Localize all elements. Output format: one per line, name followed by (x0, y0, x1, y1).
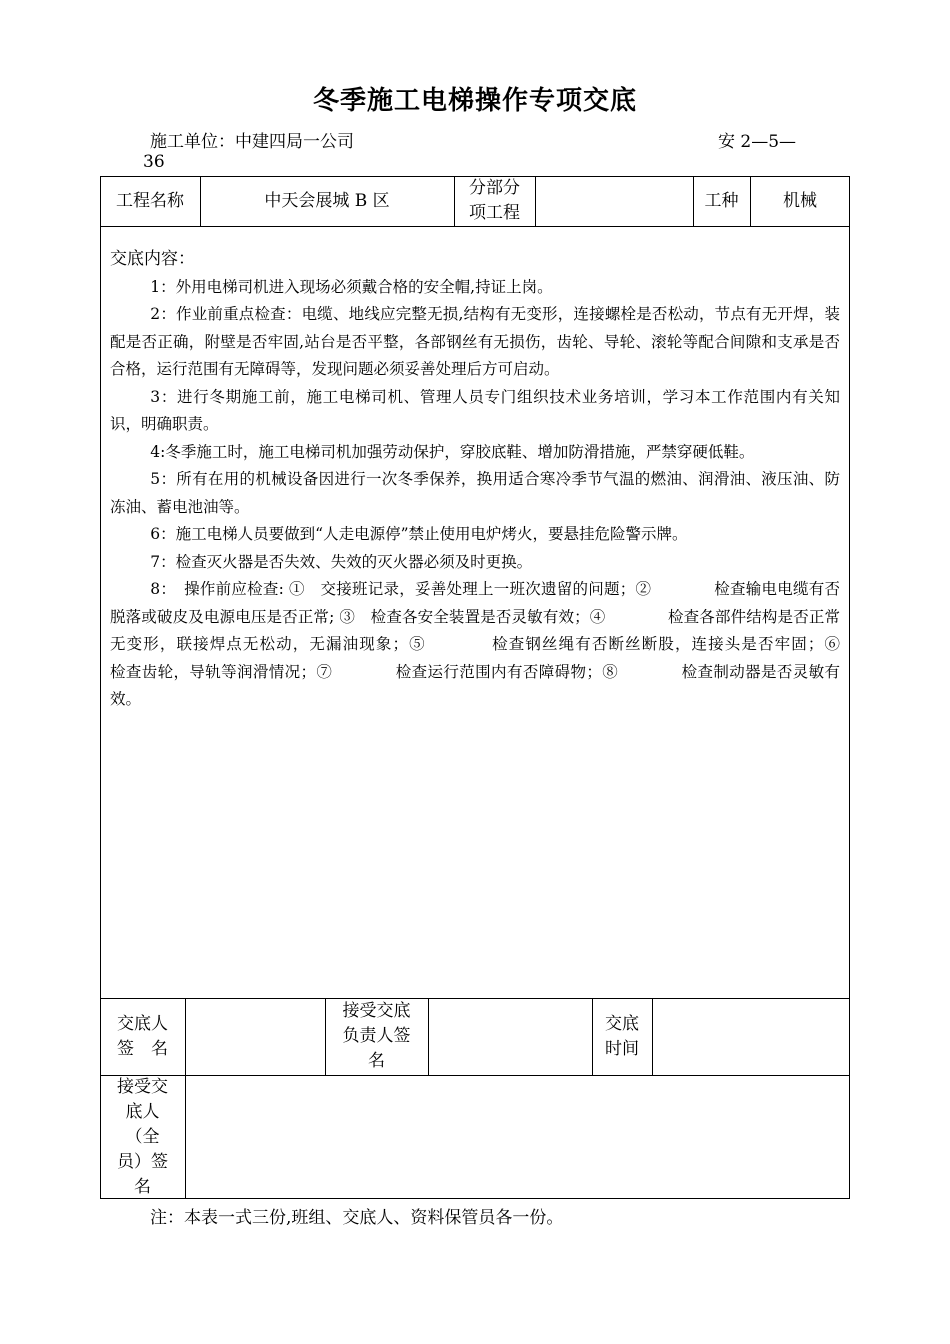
time-label-line1: 交底 (605, 1013, 639, 1034)
receiver-head-label-line2: 负责人签 (342, 1026, 411, 1046)
project-name-label-text: 工程名称 (116, 190, 184, 211)
all-receivers-signature-label (100, 1075, 185, 1199)
content-item-2: 2：作业前重点检查：电缆、地线应完整无损,结构有无变形，连接螺栓是否松动，节点有无开焊，装配是否正确，附壁是否牢固,站台是否平整，各部钢丝有无损伤，齿轮、导轮、滚轮等配合间隙和支承是否合格，运行范围有无障碍等，发现问题必须妥善处理后方可启动。 (110, 305, 840, 378)
time-label-line2: 时间 (605, 1038, 639, 1059)
work-type-label (693, 176, 750, 226)
construction-unit: 施工单位：中建四局一公司 (150, 132, 354, 152)
content-item-6: 6：施工电梯人员要做到“人走电源停”禁止使用电炉烤火，要悬挂危险警示牌。 (150, 525, 688, 543)
subproject-label-line2: 项工程 (469, 203, 520, 223)
all-receivers-label-line3: （全 (125, 1126, 160, 1147)
project-name-field[interactable] (200, 176, 454, 226)
disclosure-time-field[interactable] (652, 998, 850, 1075)
discloser-signature-field[interactable] (185, 998, 325, 1075)
discloser-label-line2: 签 名 (117, 1038, 168, 1059)
disclosure-content (110, 246, 903, 714)
content-item-3: 3：进行冬期施工前，施工电梯司机、管理人员专门组织技术业务培训，学习本工作范围内有关知识，明确职责。 (110, 387, 840, 433)
footnote: 注：本表一式三份,班组、交底人、资料保管员各一份。 (150, 1208, 564, 1228)
receiver-head-signature-field[interactable] (428, 998, 592, 1075)
content-item-7: 7：检查灭火器是否失效、失效的灭火器必须及时更换。 (150, 552, 533, 571)
content-item-1: 1：外用电梯司机进入现场必须戴合格的安全帽,持证上岗。 (150, 277, 553, 296)
document-number-continued: 36 (143, 152, 165, 172)
row-divider (100, 226, 850, 227)
all-receivers-label-line4: 员）签 (117, 1151, 168, 1172)
content-item-5: 5：所有在用的机械设备因进行一次冬季保养，换用适合寒冷季节气温的燃油、润滑油、液压油、防冻油、蓄电池油等。 (110, 470, 840, 516)
project-name-label (100, 176, 200, 226)
document-title: 冬季施工电梯操作专项交底 (312, 86, 637, 116)
all-receivers-label-line2: 底人 (125, 1101, 160, 1122)
all-receivers-label-line1: 接受交 (117, 1076, 168, 1097)
content-item-8: 8： 操作前应检查: ① 交接班记录，妥善处理上一班次遗留的问题；② 检查输电电缆有否脱落或破皮及电源电压是否正常; ③ 检查各安全装置是否灵敏有效；④ 检查各部件结构是否正常无变形，联接焊点无松动，无漏油现象；⑤ 检查钢丝绳有否断丝断股，连接头是否牢固；⑥ 检查齿轮，导轨等润滑情况；⑦ 检查运行范围内有否障碍物；⑧ 检查制动器是否灵敏有效。 (110, 580, 903, 708)
subproject-label-line1: 分部分 (469, 178, 520, 198)
disclosure-time-label (592, 998, 652, 1075)
all-receivers-label-line5: 名 (134, 1176, 151, 1197)
subproject-field[interactable] (535, 176, 693, 226)
discloser-signature-label (100, 998, 185, 1075)
work-type-value: 机械 (783, 190, 817, 211)
content-item-4: 4:冬季施工时，施工电梯司机加强劳动保护，穿胶底鞋、增加防滑措施，严禁穿硬低鞋。 (150, 442, 755, 461)
receiver-head-signature-label (325, 998, 428, 1075)
work-type-field[interactable] (750, 176, 850, 226)
discloser-label-line1: 交底人 (117, 1013, 168, 1034)
project-name-value: 中天会展城 B 区 (264, 190, 390, 211)
content-heading: 交底内容： (110, 249, 195, 269)
subproject-label (454, 176, 535, 226)
receiver-head-label-line3: 名 (368, 1051, 385, 1071)
all-receivers-signature-field[interactable] (185, 1075, 850, 1199)
receiver-head-label-line1: 接受交底 (342, 1001, 411, 1021)
document-number: 安 2—5— (718, 132, 797, 152)
work-type-label-text: 工种 (704, 190, 739, 211)
